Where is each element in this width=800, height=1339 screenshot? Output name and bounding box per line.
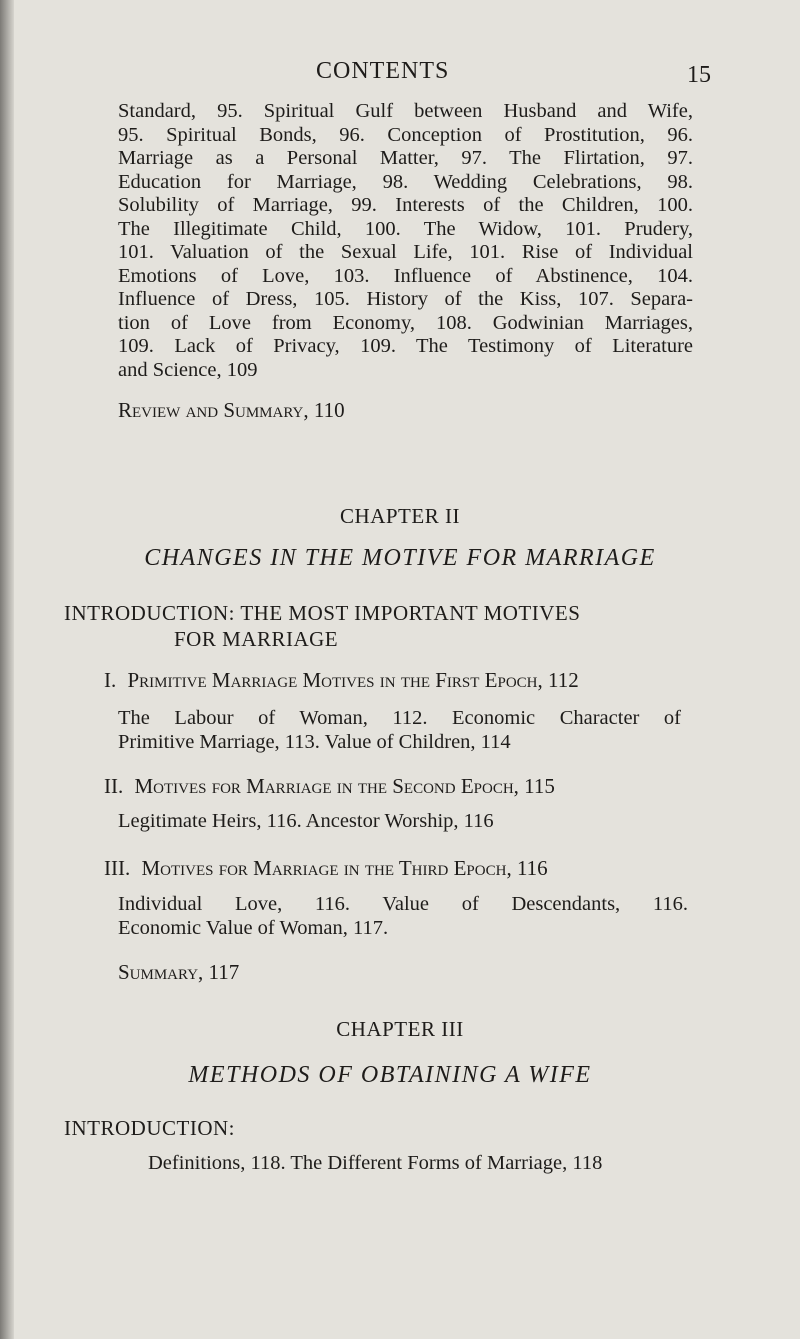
chapter-introduction: INTRODUCTION:: [64, 1116, 235, 1140]
text-line: 101. Valuation of the Sexual Life, 101. Rise of Individual: [118, 241, 693, 263]
chapter-label: CHAPTER III: [336, 1017, 464, 1041]
summary-entry: Summary, 117: [118, 960, 240, 984]
section-entries: [118, 810, 693, 834]
text-line: Solubility of Marriage, 99. Interests of the Children, 100.: [118, 194, 693, 216]
continued-entry-paragraph: [118, 100, 693, 382]
chapter-label: CHAPTER II: [340, 504, 460, 528]
running-head: [0, 58, 800, 92]
section-entries: [118, 707, 681, 754]
section-title: Motives for Marriage in the Second Epoch, 115: [134, 774, 555, 798]
text-line: Education for Marriage, 98. Wedding Celebrations, 98.: [118, 170, 693, 193]
text-line: and Science, 109: [118, 358, 258, 381]
section-numeral: II.: [104, 774, 124, 798]
page-number: 15: [687, 62, 711, 88]
section-entries: [148, 1152, 708, 1176]
introduction-line: FOR MARRIAGE: [174, 627, 339, 651]
section-heading: [104, 856, 548, 881]
text-line: Economic Value of Woman, 117.: [118, 916, 389, 939]
text-line: Primitive Marriage, 113. Value of Children, 114: [118, 730, 511, 753]
text-line: Individual Love, 116. Value of Descendants, 116.: [118, 893, 688, 915]
text-line: Standard, 95. Spiritual Gulf between Husband and Wife,: [118, 100, 693, 122]
text-line: 109. Lack of Privacy, 109. The Testimony of Literature: [118, 335, 693, 357]
text-line: Influence of Dress, 105. History of the Kiss, 107. Separa-: [118, 288, 693, 310]
text-line: 95. Spiritual Bonds, 96. Conception of Prostitution, 96.: [118, 123, 693, 146]
section-title: Primitive Marriage Motives in the First Epoch, 112: [127, 668, 579, 692]
text-line: The Illegitimate Child, 100. The Widow, 101. Prudery,: [118, 217, 693, 240]
review-summary-entry: Review and Summary, 110: [118, 398, 345, 422]
section-numeral: III.: [104, 856, 131, 880]
text-line: The Labour of Woman, 112. Economic Character of: [118, 707, 681, 729]
section-numeral: I.: [104, 668, 117, 692]
book-spine-shadow: [0, 0, 14, 1339]
text-line: Emotions of Love, 103. Influence of Abstinence, 104.: [118, 264, 693, 287]
introduction-line: INTRODUCTION: THE MOST IMPORTANT MOTIVES: [64, 601, 581, 625]
section-heading: [104, 774, 555, 799]
text-line: Marriage as a Personal Matter, 97. The Flirtation, 97.: [118, 147, 693, 169]
text-line: tion of Love from Economy, 108. Godwinian Marriages,: [118, 311, 693, 334]
section-entries: [118, 893, 688, 940]
chapter-introduction: [64, 600, 684, 652]
section-heading: [104, 668, 579, 693]
section-title: Motives for Marriage in the Third Epoch, 116: [141, 856, 548, 880]
text-line: Legitimate Heirs, 116. Ancestor Worship, 116: [118, 810, 494, 832]
running-title: CONTENTS: [316, 58, 450, 84]
chapter-title: METHODS OF OBTAINING A WIFE: [188, 1062, 592, 1088]
chapter-title: CHANGES IN THE MOTIVE FOR MARRIAGE: [144, 545, 656, 571]
text-line: Definitions, 118. The Different Forms of Marriage, 118: [148, 1152, 603, 1174]
